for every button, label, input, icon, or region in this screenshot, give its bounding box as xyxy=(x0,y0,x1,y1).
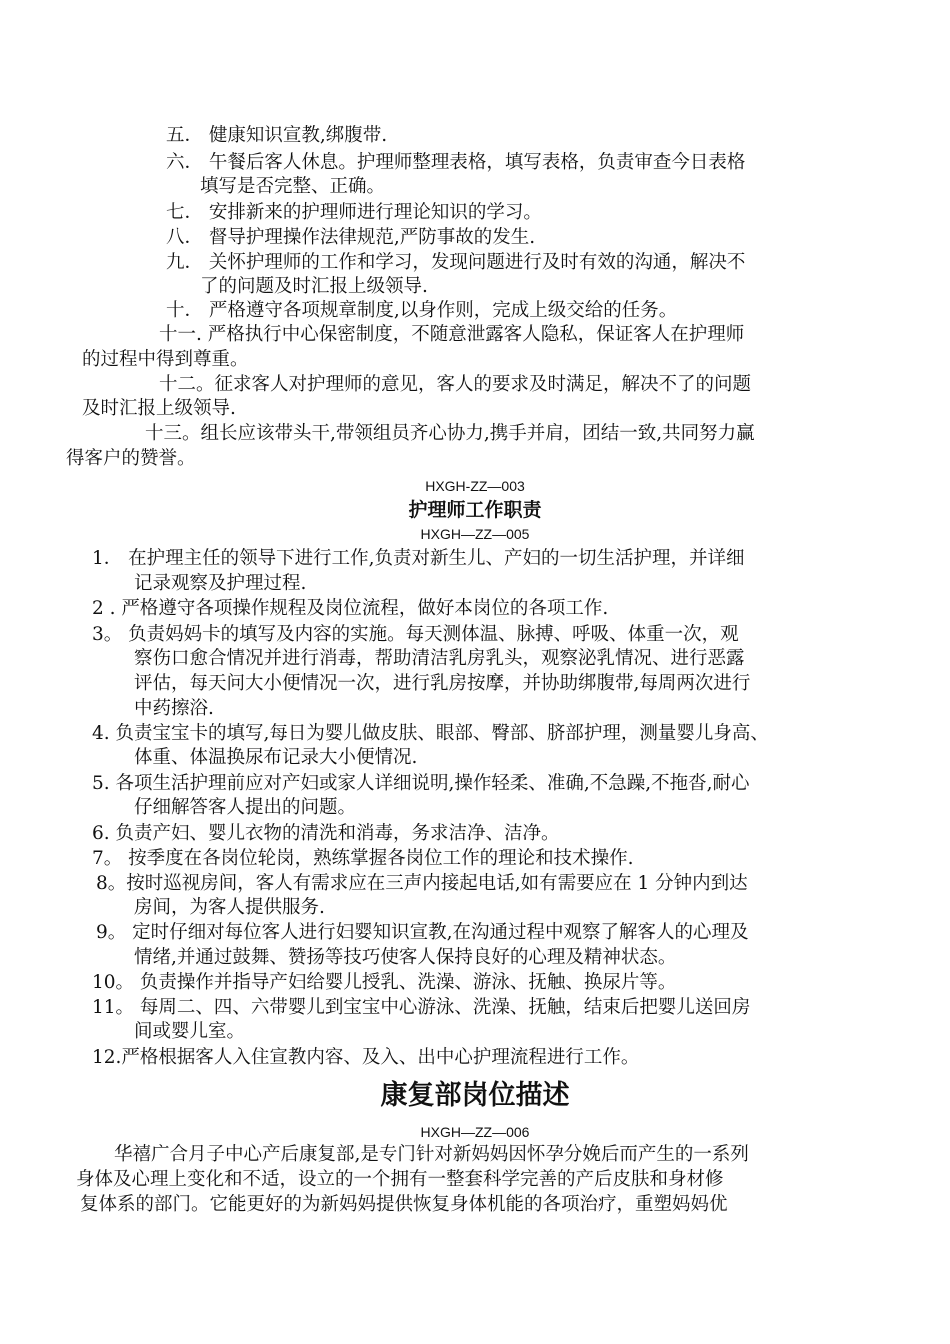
duty-item-10: 10。 负责操作并指导产妇给婴儿授乳、洗澡、游泳、抚触、换尿片等。 xyxy=(92,972,677,993)
rehab-line: 华禧广合月子中心产后康复部,是专门针对新妈妈因怀孕分娩后而产生的一系列 xyxy=(114,1144,749,1165)
list-item-12-cont: 及时汇报上级领导. xyxy=(82,398,236,419)
list-item-5: 五． 健康知识宣教,绑腹带. xyxy=(166,125,388,146)
duty-item-9: 9。 定时仔细对每位客人进行妇婴知识宣教,在沟通过程中观察了解客人的心理及 xyxy=(96,922,749,943)
duty-item-4-cont: 体重、体温换尿布记录大小便情况. xyxy=(134,747,418,768)
section-title-rehab: 康复部岗位描述 xyxy=(380,1080,570,1111)
duty-item-12: 12.严格根据客人入住宣教内容、及入、出中心护理流程进行工作。 xyxy=(92,1047,640,1068)
list-item-8: 八． 督导护理操作法律规范,严防事故的发生. xyxy=(166,227,536,248)
duty-item-4: 4. 负责宝宝卡的填写,每日为婴儿做皮肤、眼部、臀部、脐部护理，测量婴儿身高、 xyxy=(92,723,769,744)
duty-item-7: 7。 按季度在各岗位轮岗，熟练掌握各岗位工作的理论和技术操作. xyxy=(92,848,634,869)
duty-item-11: 11。 每周二、四、六带婴儿到宝宝中心游泳、洗澡、抚触，结束后把婴儿送回房 xyxy=(92,997,751,1018)
duty-item-8: 8。按时巡视房间，客人有需求应在三声内接起电话,如有需要应在 1 分钟内到达 xyxy=(96,873,748,894)
list-item-13-cont: 得客户的赞誉。 xyxy=(66,448,196,469)
duty-item-3-cont: 中药擦浴. xyxy=(134,698,214,719)
list-item-9: 九． 关怀护理师的工作和学习，发现问题进行及时有效的沟通，解决不 xyxy=(166,252,746,273)
duty-item-3-cont: 察伤口愈合情况并进行消毒，帮助清洁乳房乳头，观察泌乳情况、进行恶露 xyxy=(134,648,745,669)
duty-item-11-cont: 间或婴儿室。 xyxy=(134,1021,246,1042)
rehab-line: 身体及心理上变化和不适，设立的一个拥有一整套科学完善的产后皮肤和身材修 xyxy=(76,1169,724,1190)
duty-item-1: 1． 在护理主任的领导下进行工作,负责对新生儿、产妇的一切生活护理，并详细 xyxy=(92,548,745,569)
section-code-nurse-duties: HXGH—ZZ—005 xyxy=(420,526,530,542)
section-title-nurse-duties: 护理师工作职责 xyxy=(408,499,542,521)
duty-item-2: 2 . 严格遵守各项操作规程及岗位流程，做好本岗位的各项工作. xyxy=(92,598,609,619)
rehab-line: 复体系的部门。它能更好的为新妈妈提供恢复身体机能的各项治疗，重塑妈妈优 xyxy=(80,1194,728,1215)
list-item-6-cont: 填写是否完整、正确。 xyxy=(200,176,386,197)
duty-item-3: 3。 负责妈妈卡的填写及内容的实施。每天测体温、脉搏、呼吸、体重一次，观 xyxy=(92,624,739,645)
duty-item-3-cont: 评估，每天问大小便情况一次，进行乳房按摩，并协助绑腹带,每周两次进行 xyxy=(134,673,751,694)
list-item-11-cont: 的过程中得到尊重。 xyxy=(82,349,249,370)
duty-item-5-cont: 仔细解答客人提出的问题。 xyxy=(134,797,357,818)
list-item-13: 十三。组长应该带头干,带领组员齐心协力,携手并肩，团结一致,共同努力赢 xyxy=(145,423,755,444)
list-item-6: 六． 午餐后客人休息。护理师整理表格，填写表格，负责审查今日表格 xyxy=(166,152,746,173)
document-code: HXGH-ZZ—003 xyxy=(425,478,525,494)
list-item-7: 七． 安排新来的护理师进行理论知识的学习。 xyxy=(166,202,542,223)
section-code-rehab: HXGH—ZZ—006 xyxy=(420,1124,530,1140)
duty-item-5: 5. 各项生活护理前应对产妇或家人详细说明,操作轻柔、准确,不急躁,不拖沓,耐心 xyxy=(92,773,750,794)
list-item-9-cont: 了的问题及时汇报上级领导. xyxy=(200,276,428,297)
list-item-12: 十二。征求客人对护理师的意见，客人的要求及时满足，解决不了的问题 xyxy=(159,374,752,395)
list-item-10: 十． 严格遵守各项规章制度,以身作则，完成上级交给的任务。 xyxy=(166,300,678,321)
duty-item-8-cont: 房间，为客人提供服务. xyxy=(134,897,325,918)
list-item-11: 十一. 严格执行中心保密制度，不随意泄露客人隐私，保证客人在护理师 xyxy=(159,324,745,345)
duty-item-6: 6. 负责产妇、婴儿衣物的清洗和消毒，务求洁净、洁净。 xyxy=(92,823,560,844)
duty-item-9-cont: 情绪,并通过鼓舞、赞扬等技巧使客人保持良好的心理及精神状态。 xyxy=(134,947,677,968)
duty-item-1-cont: 记录观察及护理过程. xyxy=(134,573,307,594)
